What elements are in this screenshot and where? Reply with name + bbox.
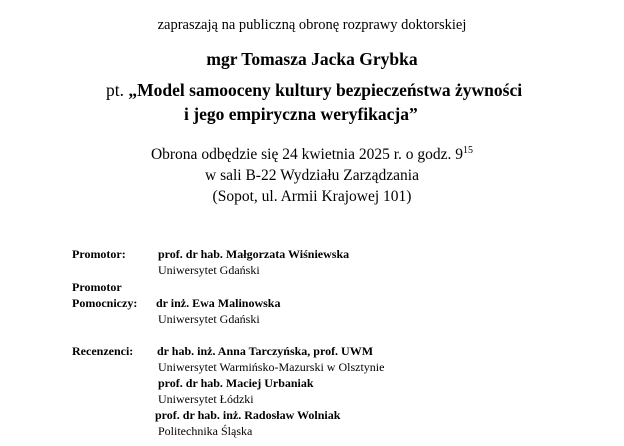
reviewer-1-name: dr hab. inż. Anna Tarczyńska, prof. UWM [157,344,374,358]
thesis-title-text-1: „Model samooceny kultury bezpieczeństwa żywności [128,80,523,100]
thesis-prefix: pt. [106,80,124,100]
candidate-name: mgr Tomasza Jacka Grybka [206,49,418,69]
defense-address: (Sopot, ul. Armii Krajowej 101) [212,188,412,205]
defense-date-text: Obrona odbędzie się 24 kwietnia 2025 r. o godz. 9 [150,146,464,163]
co-promotor-label-line-2: Pomocniczy: [72,296,138,310]
defense-time-minutes: 15 [463,145,474,156]
defense-room: w sali B-22 Wydziału Zarządzania [205,167,419,184]
reviewers-label: Recenzenci: [72,344,134,358]
reviewer-3-name: prof. dr hab. inż. Radosław Wolniak [155,408,341,422]
reviewer-2-name: prof. dr hab. Maciej Urbaniak [158,376,314,390]
reviewer-2-affiliation: Uniwersytet Łódzki [158,392,254,406]
promotor-affiliation: Uniwersytet Gdański [158,263,260,277]
thesis-title-line-1 [106,80,522,101]
reviewer-1-affiliation: Uniwersytet Warmińsko-Mazurski w Olsztynie [158,360,385,374]
thesis-title-line-2: i jego empiryczna weryfikacja” [184,104,418,124]
co-promotor-label-line-1: Promotor [72,280,122,294]
invitation-line: zapraszają na publiczną obronę rozprawy doktorskiej [157,17,467,33]
reviewer-3-affiliation: Politechnika Śląska [158,424,253,438]
co-promotor-name: dr inż. Ewa Malinowska [156,296,281,310]
promotor-name: prof. dr hab. Małgorzata Wiśniewska [158,247,350,261]
promotor-label: Promotor: [72,247,126,261]
defense-date [0,146,624,164]
co-promotor-affiliation: Uniwersytet Gdański [158,312,260,326]
